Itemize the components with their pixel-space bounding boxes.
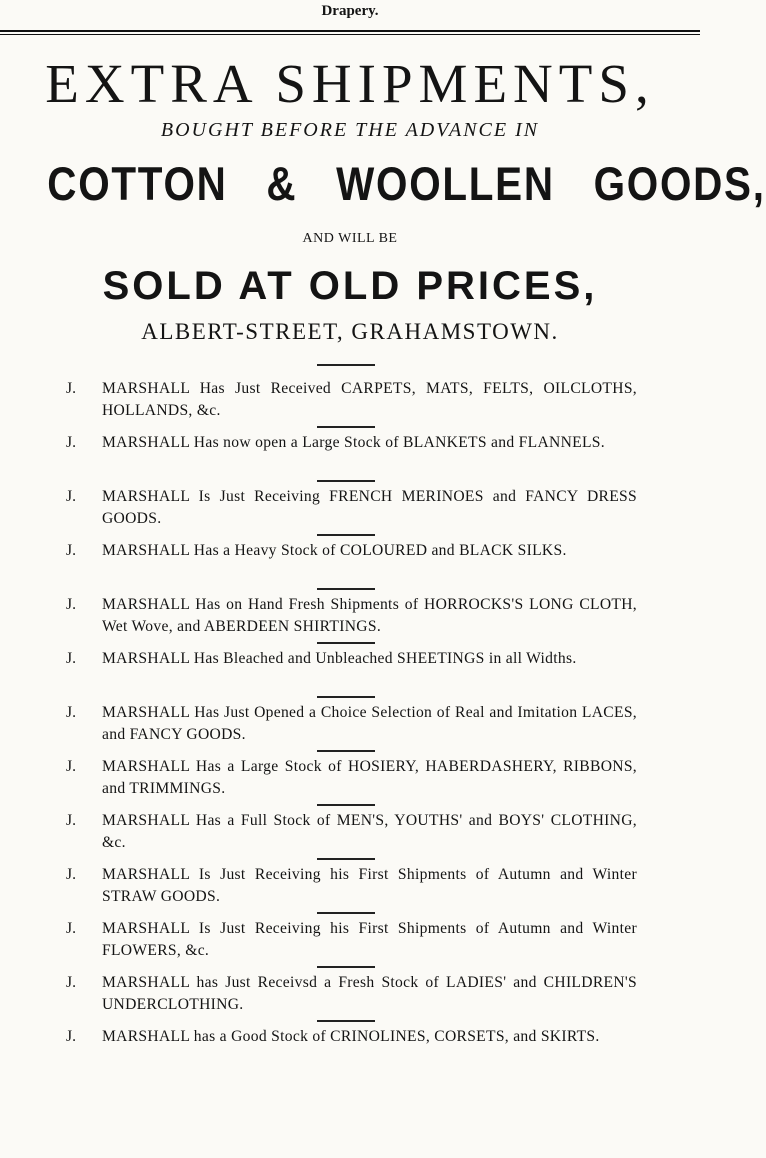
headline-extra-shipments: EXTRA SHIPMENTS,	[45, 53, 655, 114]
list-item	[62, 432, 637, 476]
list-item	[62, 756, 637, 800]
entry-initial: J.	[66, 866, 76, 883]
headline-bought-before: BOUGHT BEFORE THE ADVANCE IN	[160, 119, 540, 141]
list-item	[62, 972, 637, 1016]
header-rule	[0, 30, 700, 35]
divider	[317, 584, 375, 594]
entry-initial: J.	[66, 542, 76, 559]
list-item	[62, 810, 637, 854]
entry-initial: J.	[66, 974, 76, 991]
entry-text: MARSHALL Has a Full Stock of MEN'S, YOUTHS' and BOYS' CLOTHING, &c.	[102, 812, 637, 851]
entry-text: MARSHALL Has Just Opened a Choice Selection of Real and Imitation LACES, and FANCY GOODS.	[102, 704, 637, 743]
entry-text: MARSHALL Is Just Receiving his First Shipments of Autumn and Winter FLOWERS, &c.	[102, 920, 637, 959]
headline-word: GOODS,	[593, 157, 766, 210]
list-item	[62, 1026, 637, 1070]
address-line: ALBERT-STREET, GRAHAMSTOWN.	[141, 319, 559, 344]
entry-initial: J.	[66, 920, 76, 937]
divider	[317, 476, 375, 486]
divider	[317, 746, 375, 756]
entry-text: MARSHALL Has a Heavy Stock of COLOURED and BLACK SILKS.	[102, 542, 567, 559]
headline-word: WOOLLEN	[336, 157, 555, 210]
divider	[317, 962, 375, 972]
entry-initial: J.	[66, 380, 76, 397]
entry-initial: J.	[66, 704, 76, 721]
entry-list	[62, 378, 637, 1070]
divider	[317, 530, 375, 540]
list-item	[62, 486, 637, 530]
divider	[317, 364, 375, 366]
entry-initial: J.	[66, 488, 76, 505]
section-heading: Drapery.	[321, 3, 379, 19]
divider	[317, 854, 375, 864]
entry-text: MARSHALL Has now open a Large Stock of BLANKETS and FLANNELS.	[102, 434, 605, 451]
list-item	[62, 864, 637, 908]
divider	[317, 908, 375, 918]
divider	[317, 638, 375, 648]
headline-word: COTTON	[47, 157, 228, 210]
entry-text: MARSHALL Has Bleached and Unbleached SHEETINGS in all Widths.	[102, 650, 577, 667]
headline-cotton-woollen	[47, 152, 766, 216]
entry-initial: J.	[66, 434, 76, 451]
entry-text: MARSHALL Is Just Receiving FRENCH MERINOES and FANCY DRESS GOODS.	[102, 488, 637, 527]
headline-word: &	[266, 157, 298, 210]
entry-initial: J.	[66, 758, 76, 775]
divider	[317, 422, 375, 432]
headline-sold-at-old-prices: SOLD AT OLD PRICES,	[102, 264, 598, 308]
entry-initial: J.	[66, 1028, 76, 1045]
list-item	[62, 702, 637, 746]
divider	[317, 800, 375, 810]
list-item	[62, 648, 637, 692]
list-item	[62, 540, 637, 584]
list-item	[62, 918, 637, 962]
entry-initial: J.	[66, 650, 76, 667]
entry-initial: J.	[66, 812, 76, 829]
headline-and-will-be: AND WILL BE	[302, 231, 398, 246]
entry-text: MARSHALL has Just Receivsd a Fresh Stock of LADIES' and CHILDREN'S UNDERCLOTHING.	[102, 974, 637, 1013]
entry-text: MARSHALL has a Good Stock of CRINOLINES, CORSETS, and SKIRTS.	[102, 1028, 600, 1045]
entry-text: MARSHALL Has a Large Stock of HOSIERY, HABERDASHERY, RIBBONS, and TRIMMINGS.	[102, 758, 637, 797]
entry-text: MARSHALL Is Just Receiving his First Shipments of Autumn and Winter STRAW GOODS.	[102, 866, 637, 905]
list-item	[62, 378, 637, 422]
divider	[317, 692, 375, 702]
entry-text: MARSHALL Has Just Received CARPETS, MATS, FELTS, OILCLOTHS, HOLLANDS, &c.	[102, 380, 637, 419]
list-item	[62, 594, 637, 638]
divider	[317, 1016, 375, 1026]
entry-text: MARSHALL Has on Hand Fresh Shipments of HORROCKS'S LONG CLOTH, Wet Wove, and ABERDEEN SHIRTINGS.	[102, 596, 637, 635]
entry-initial: J.	[66, 596, 76, 613]
